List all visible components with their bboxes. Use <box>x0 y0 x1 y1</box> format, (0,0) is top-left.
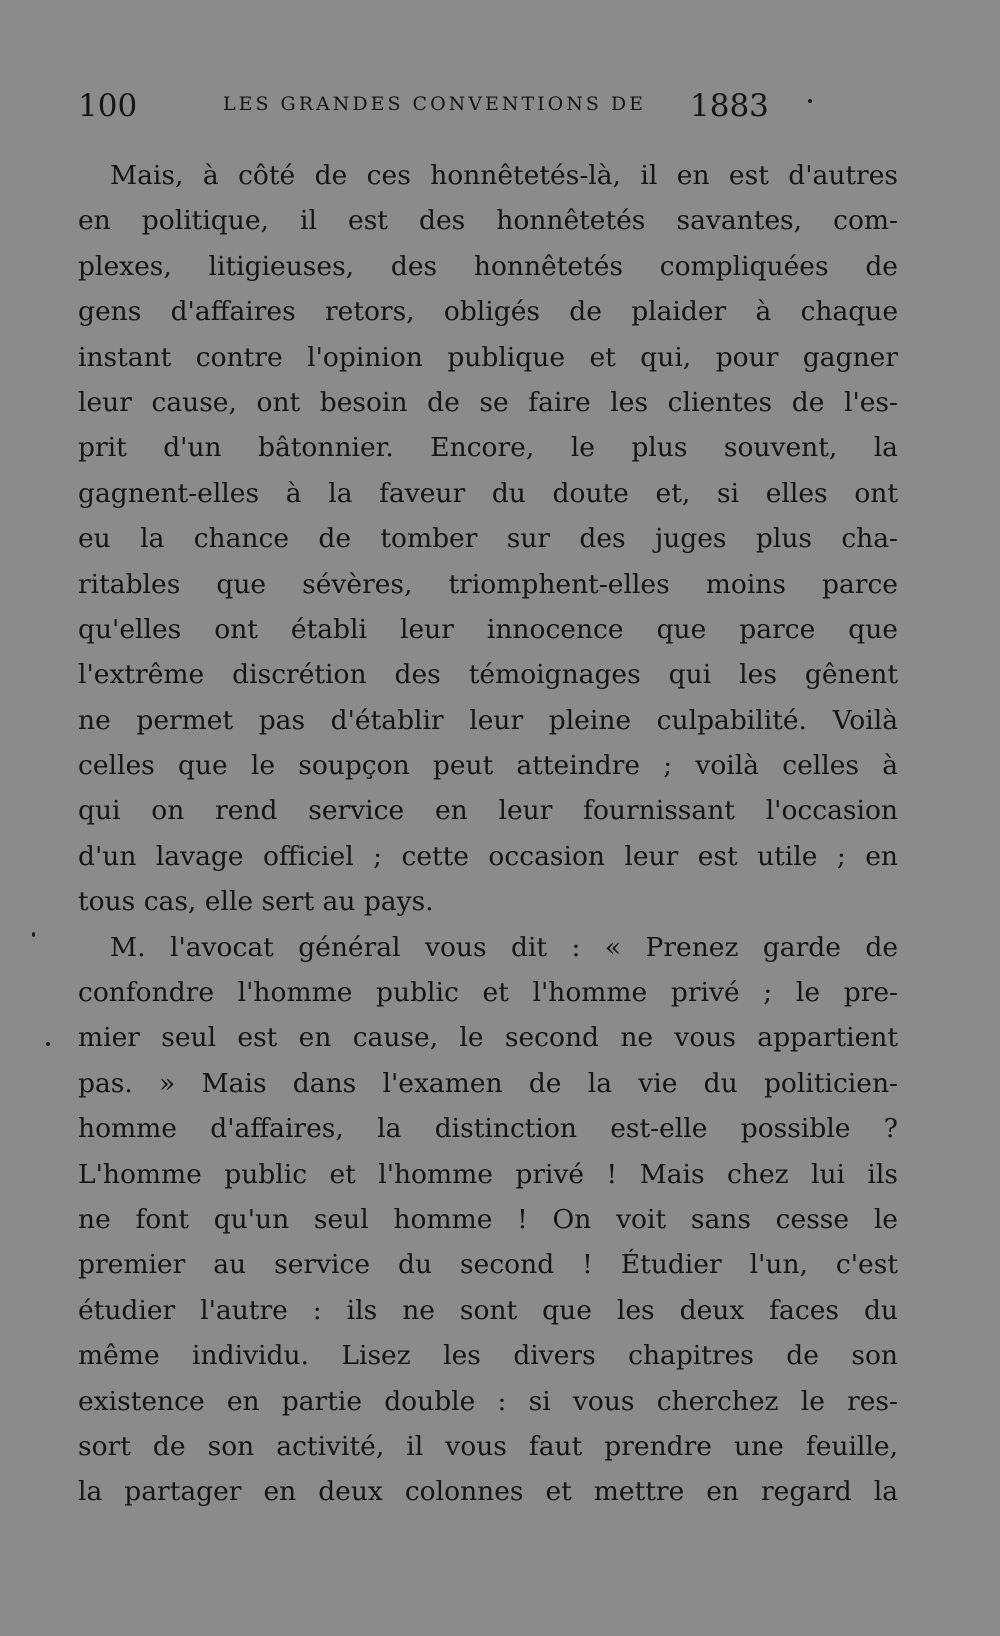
page-header <box>78 88 808 128</box>
text-line: en politique, il est des honnêtetés savantes, com- <box>78 205 898 237</box>
print-speck <box>46 1042 50 1046</box>
text-line: prit d'un bâtonnier. Encore, le plus souvent, la <box>78 432 898 464</box>
body-text <box>78 153 898 1515</box>
text-line: tous cas, elle sert au pays. <box>78 886 434 918</box>
text-line: plexes, litigieuses, des honnêtetés compliquées de <box>78 250 898 282</box>
print-speck <box>32 932 35 937</box>
text-line: d'un lavage officiel ; cette occasion leur est utile ; en <box>78 840 898 872</box>
text-line: leur cause, ont besoin de se faire les clientes de l'es- <box>78 386 898 418</box>
print-speck <box>808 99 812 103</box>
text-line: ne font qu'un seul homme ! On voit sans cesse le <box>78 1203 898 1235</box>
running-title-year: 1883 <box>690 88 769 124</box>
text-line: qui on rend service en leur fournissant l'occasion <box>78 795 898 827</box>
text-line: L'homme public et l'homme privé ! Mais chez lui ils <box>78 1158 898 1190</box>
text-line: étudier l'autre : ils ne sont que les deux faces du <box>78 1294 898 1326</box>
text-line: gens d'affaires retors, obligés de plaider à chaque <box>78 296 898 328</box>
text-line: sort de son activité, il vous faut prendre une feuille, <box>78 1430 898 1462</box>
text-line: eu la chance de tomber sur des juges plus cha- <box>78 523 898 555</box>
text-line: ne permet pas d'établir leur pleine culpabilité. Voilà <box>78 704 898 736</box>
text-line: premier au service du second ! Étudier l'un, c'est <box>78 1249 898 1281</box>
text-line: même individu. Lisez les divers chapitres de son <box>78 1340 898 1372</box>
text-line: instant contre l'opinion publique et qui, pour gagner <box>78 341 898 373</box>
running-title: LES GRANDES CONVENTIONS DE <box>223 93 647 115</box>
page-number: 100 <box>78 88 138 124</box>
text-line: la partager en deux colonnes et mettre en regard la <box>78 1476 898 1508</box>
text-line: gagnent-elles à la faveur du doute et, si elles ont <box>78 477 898 509</box>
text-line: homme d'affaires, la distinction est-elle possible ? <box>78 1113 898 1145</box>
text-line: celles que le soupçon peut atteindre ; voilà celles à <box>78 750 898 782</box>
text-line: l'extrême discrétion des témoignages qui les gênent <box>78 659 898 691</box>
text-line: pas. » Mais dans l'examen de la vie du politicien- <box>78 1067 898 1099</box>
text-line: confondre l'homme public et l'homme privé ; le pre- <box>78 977 898 1009</box>
text-line: ritables que sévères, triomphent-elles moins parce <box>78 568 898 600</box>
text-line: mier seul est en cause, le second ne vous appartient <box>78 1022 898 1054</box>
text-line: existence en partie double : si vous cherchez le res- <box>78 1385 898 1417</box>
text-line: Mais, à côté de ces honnêtetés-là, il en est d'autres <box>110 160 898 191</box>
text-line: qu'elles ont établi leur innocence que parce que <box>78 613 898 645</box>
text-line: M. l'avocat général vous dit : « Prenez garde de <box>110 931 898 963</box>
